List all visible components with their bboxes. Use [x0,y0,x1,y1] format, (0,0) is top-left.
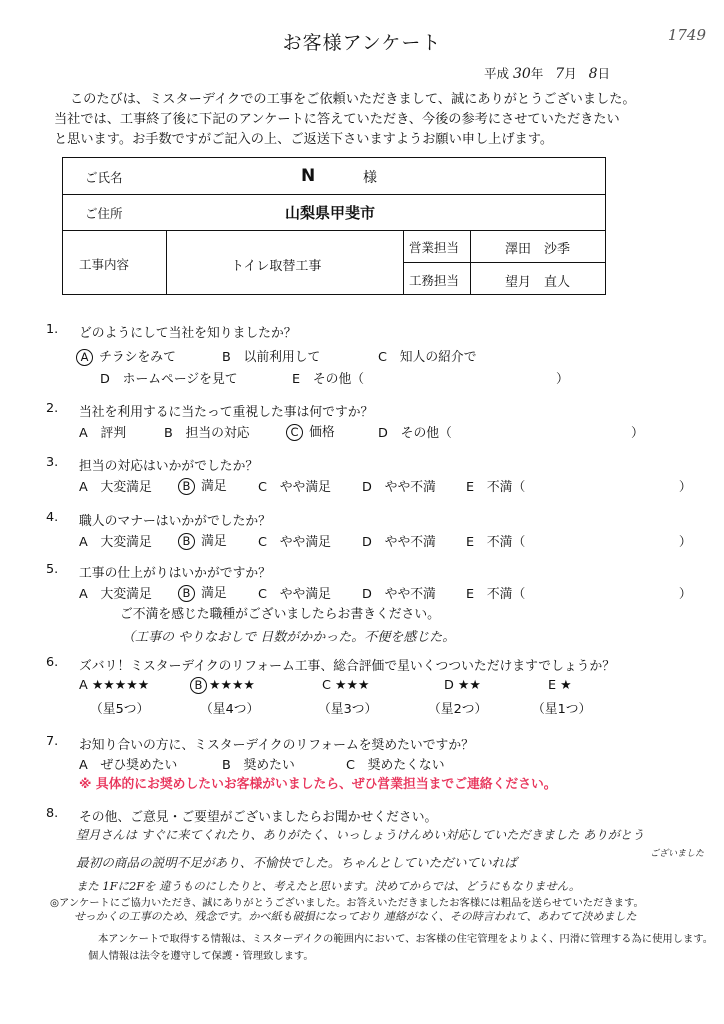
q6-option-c-sub: （星3つ） [318,702,378,717]
selected-circle-icon: A [76,349,93,366]
q7-option-b[interactable]: B 奨めたい [222,758,295,773]
q6-option-e-sub: （星1つ） [532,702,592,717]
q5-handwritten-answer: （工事の やりなおしで 日数がかかった。不便を感じた。 [122,630,456,645]
page-title: お客様アンケート [282,32,442,54]
q1-option-a[interactable] [76,346,176,366]
q3-text: 担当の対応はいかがでしたか？ [79,459,259,474]
date-day-label: 日 [597,66,611,81]
date-day: 8 [588,66,598,82]
q8-handwritten-line-2: 最初の商品の説明不足があり、不愉快でした。ちゃんとしていただいていれば [76,855,517,870]
q6-option-d[interactable]: D ★★ [444,678,481,693]
q6-option-a[interactable]: A ★★★★★ [79,678,150,693]
q5-option-b[interactable] [178,582,227,602]
customer-info-table [62,157,606,295]
selected-circle-icon: B [178,533,195,550]
q5-note: ご不満を感じた職種がございましたらお書きください。 [120,607,440,622]
q2-option-b[interactable]: B 担当の対応 [164,426,250,441]
q3-option-b[interactable] [178,475,227,495]
q4-option-b[interactable] [178,530,227,550]
q6-option-b-label: ★★★★ [209,678,255,693]
q8-handwritten-line-1b: ございました [650,849,705,859]
selected-circle-icon: C [286,424,303,441]
q5-option-c[interactable]: C やや満足 [258,587,331,602]
date-year-label: 年 [530,66,544,81]
q6-option-a-sub: （星5つ） [90,702,150,717]
q5-option-e[interactable]: E 不満（ ） [466,587,692,602]
q3-option-c[interactable]: C やや満足 [258,480,331,495]
intro-line-3: と思います。お手数ですがご記入の上、ご返送下さいますようお願い申し上げます。 [54,132,554,147]
q3-option-e[interactable]: E 不満（ ） [466,480,692,495]
name-suffix: 様 [363,170,377,186]
q7-contact-note: ※ 具体的にお奨めしたいお客様がいましたら、ぜひ営業担当までご連絡ください。 [79,777,557,792]
q4-number: 4. [46,510,59,525]
q7-text: お知り合いの方に、ミスターデイクのリフォームを奨めたいですか？ [79,738,474,753]
q5-option-a[interactable]: A 大変満足 [79,587,152,602]
engineer-value: 望月 直人 [505,275,571,290]
q5-number: 5. [46,562,59,577]
q5-option-d[interactable]: D やや不満 [362,587,436,602]
work-value: トイレ取替工事 [231,259,322,274]
q6-option-d-sub: （星2つ） [428,702,488,717]
date-month-label: 月 [564,66,577,81]
q7-option-c[interactable]: C 奨めたくない [346,758,445,773]
q3-number: 3. [46,455,59,470]
intro-text [54,90,636,150]
intro-line-1: このたびは、ミスターデイクでの工事をご依頼いただきまして、誠にありがとうございました。 [70,92,636,107]
sales-label: 営業担当 [409,240,460,255]
q8-handwritten-line-3: また 1Fに2Fを 違うものにしたりと、考えたと思います。決めてからでは、どうにもなりません。 [76,879,581,893]
selected-circle-icon: B [178,585,195,602]
q1-option-b[interactable]: B 以前利用して [222,350,321,365]
stamp-number: 1749 [667,26,706,44]
name-value: N [301,166,316,186]
q4-option-d[interactable]: D やや不満 [362,535,436,550]
q1-option-e[interactable]: E その他（ ） [292,372,569,387]
q4-option-a[interactable]: A 大変満足 [79,535,152,550]
sales-value: 澤田 沙季 [505,242,571,257]
q7-number: 7. [46,734,59,749]
q8-handwritten-line-4: せっかくの工事のため、残念です。かべ紙も破損になっており 連絡がなく、その時言われて、あわてて決めました [74,910,637,923]
q6-text: ズバリ！ミスターデイクのリフォーム工事、総合評価で星いくつついただけますでしょうか？ [79,659,616,674]
q8-handwritten-line-1: 望月さんは すぐに来てくれたり、ありがたく、いっしょうけんめい対応していただきました ありがとう [76,828,645,842]
q2-text: 当社を利用するに当たって重視した事は何ですか？ [79,405,374,420]
q2-option-c[interactable] [286,421,335,441]
survey-date [484,64,610,82]
q1-text: どのようにして当社を知りましたか？ [79,326,297,341]
q2-option-c-label: 価格 [309,425,335,440]
q6-option-b[interactable] [190,677,255,694]
date-year: 30 [513,66,531,82]
q4-option-b-label: 満足 [201,534,227,549]
q3-option-a[interactable]: A 大変満足 [79,480,152,495]
q8-text: その他、ご意見・ご要望がございましたらお聞かせください。 [79,810,438,825]
q3-option-d[interactable]: D やや不満 [362,480,436,495]
q2-option-d[interactable]: D その他（ ） [378,426,644,441]
footer-thanks: ◎アンケートにご協力いただき、誠にありがとうございました。お答えいただきましたお客様には粗品を送らせていただきます。 [50,897,644,909]
date-era: 平成 [484,66,510,81]
q4-option-e[interactable]: E 不満（ ） [466,535,692,550]
name-label: ご氏名 [85,170,123,185]
date-month: 7 [555,66,565,82]
q2-option-a[interactable]: A 評判 [79,426,127,441]
q2-number: 2. [46,401,59,416]
q1-option-a-label: チラシをみて [99,350,176,365]
q4-option-c[interactable]: C やや満足 [258,535,331,550]
q6-option-e[interactable]: E ★ [548,678,572,693]
q8-number: 8. [46,806,59,821]
q5-text: 工事の仕上がりはいかがですか？ [79,566,271,581]
q4-text: 職人のマナーはいかがでしたか？ [79,514,271,529]
selected-circle-icon: B [190,677,207,694]
q7-option-a[interactable]: A ぜひ奨めたい [79,758,178,773]
footer-usage: 本アンケートで取得する情報は、ミスターデイクの範囲内において、お客様の住宅管理をよりよく、円滑に管理する為に使用します。 [98,933,714,945]
engineer-label: 工務担当 [409,273,460,288]
q6-option-c[interactable]: C ★★★ [322,678,370,693]
address-label: ご住所 [85,206,123,221]
q3-option-b-label: 満足 [201,479,227,494]
footer-privacy: 個人情報は法令を遵守して保護・管理致します。 [88,950,314,962]
q1-option-d[interactable]: D ホームページを見て [100,372,238,387]
q6-option-b-sub: （星4つ） [200,702,260,717]
q5-option-b-label: 満足 [201,586,227,601]
work-label: 工事内容 [79,257,130,272]
q1-number: 1. [46,322,59,337]
q6-number: 6. [46,655,59,670]
selected-circle-icon: B [178,478,195,495]
q1-option-c[interactable]: C 知人の紹介で [378,350,477,365]
intro-line-2: 当社では、工事終了後に下記のアンケートに答えていただき、今後の参考にさせていただきたい [54,112,620,127]
address-value: 山梨県甲斐市 [285,204,376,222]
